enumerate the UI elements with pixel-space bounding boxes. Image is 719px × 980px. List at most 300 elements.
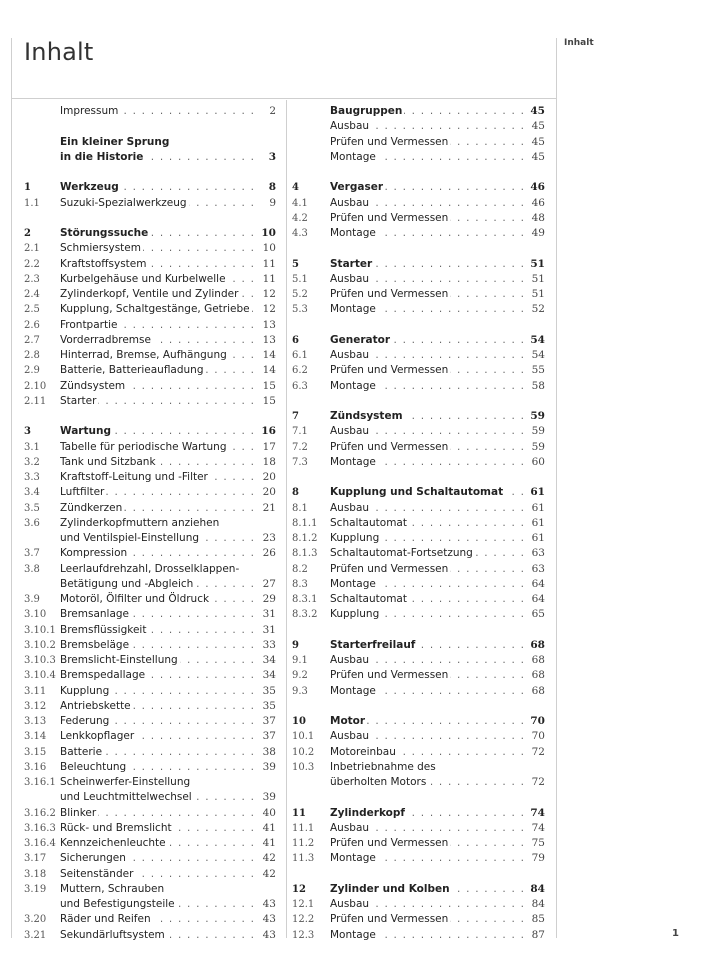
toc-entry[interactable] xyxy=(292,104,545,119)
toc-entry[interactable] xyxy=(24,196,276,211)
toc-entry-page: 38 xyxy=(262,745,276,758)
toc-entry[interactable] xyxy=(292,882,545,897)
toc-entry[interactable] xyxy=(24,668,276,683)
toc-entry-page: 31 xyxy=(262,608,276,621)
title-underline xyxy=(12,98,556,99)
toc-entry[interactable] xyxy=(24,607,276,622)
toc-entry-number: 3.16.3 xyxy=(24,822,56,834)
toc-entry-number: 3.13 xyxy=(24,716,47,727)
toc-entry-number: 4.1 xyxy=(292,197,308,209)
toc-entry-number: 3.3 xyxy=(24,472,40,483)
toc-entry-title: Kupplung und Schaltautomat . . . xyxy=(330,485,523,500)
toc-entry[interactable] xyxy=(24,836,276,851)
toc-entry-page: 61 xyxy=(531,516,545,529)
toc-entry[interactable] xyxy=(292,272,545,287)
toc-entry-number: 2.6 xyxy=(24,319,40,331)
toc-entry-page: 13 xyxy=(262,333,276,346)
toc-entry[interactable] xyxy=(292,424,545,439)
toc-entry-number: 12.1 xyxy=(292,899,315,910)
toc-entry-title: Lenkkopflager . . . xyxy=(60,729,254,744)
toc-entry-title: Blinker . . . xyxy=(60,806,254,821)
toc-entry-title: Zündsystem . . . xyxy=(60,379,254,394)
toc-entry[interactable] xyxy=(292,516,545,531)
toc-entry-title: Motor . . . xyxy=(330,714,523,729)
toc-entry-number: 10.1 xyxy=(292,731,315,743)
toc-entry-number: 10.3 xyxy=(292,761,315,773)
toc-entry-title: Starterfreilauf . . . xyxy=(330,638,523,653)
toc-entry-page: 87 xyxy=(531,928,545,941)
toc-entry-number: 9.3 xyxy=(292,685,308,697)
toc-entry[interactable] xyxy=(292,180,545,195)
toc-entry-title: Zylinderkopf, Ventile und Zylinder . . . xyxy=(60,287,254,302)
toc-entry-title: Montage . . . xyxy=(330,302,523,317)
toc-entry-page: 35 xyxy=(262,684,276,697)
toc-entry-number: 7.1 xyxy=(292,426,308,438)
toc-entry[interactable] xyxy=(24,638,276,653)
toc-entry-title: Montage . . . xyxy=(330,226,523,241)
toc-entry-number: 3.2 xyxy=(24,456,40,468)
toc-entry-number: 10.2 xyxy=(292,746,315,758)
toc-entry-page: 48 xyxy=(531,211,545,224)
toc-entry-number: 10 xyxy=(292,716,306,727)
toc-entry-page: 37 xyxy=(262,730,276,743)
toc-entry[interactable] xyxy=(24,806,276,821)
toc-entry-title: Ausbau . . . xyxy=(330,119,523,134)
toc-entry[interactable] xyxy=(24,516,276,531)
toc-entry-page: 61 xyxy=(531,501,545,514)
toc-entry-title: Vorderradbremse . . . xyxy=(60,333,254,348)
toc-entry-number: 2.2 xyxy=(24,258,40,270)
toc-entry-title: Zylinderkopfmuttern anziehen xyxy=(60,516,220,529)
toc-entry-number: 8.1 xyxy=(292,502,308,514)
toc-entry-number: 8.1.2 xyxy=(292,533,318,544)
toc-entry-title: Batterie . . . xyxy=(60,745,254,760)
toc-entry-page: 12 xyxy=(262,288,276,300)
toc-entry[interactable] xyxy=(292,196,545,211)
toc-entry-page: 43 xyxy=(262,898,276,910)
toc-entry-number: 1 xyxy=(24,182,31,194)
toc-entry-title: Tank und Sitzbank . . . xyxy=(60,455,254,470)
toc-entry-page: 27 xyxy=(262,577,276,590)
toc-entry-number: 2.11 xyxy=(24,395,47,407)
toc-entry-number: 11.3 xyxy=(292,853,315,865)
toc-entry-title: Ausbau . . . xyxy=(330,729,523,744)
toc-entry[interactable] xyxy=(292,760,545,775)
toc-entry[interactable] xyxy=(24,821,276,836)
toc-entry-page: 61 xyxy=(530,486,545,499)
toc-entry[interactable] xyxy=(24,653,276,668)
toc-entry-number: 4 xyxy=(292,182,299,194)
toc-entry-title: Prüfen und Vermessen . . . xyxy=(330,440,523,455)
toc-entry[interactable] xyxy=(292,851,545,866)
toc-entry-number: 3.16.1 xyxy=(24,777,56,788)
toc-entry-number: 11.2 xyxy=(292,838,315,849)
toc-entry-number: 2.4 xyxy=(24,289,40,300)
toc-entry-title: Kupplung . . . xyxy=(330,607,523,622)
left-margin-rule xyxy=(11,38,12,938)
toc-entry-number: 3.16 xyxy=(24,761,47,773)
toc-entry-number: 3.10.3 xyxy=(24,655,56,666)
toc-entry[interactable] xyxy=(292,806,545,821)
toc-entry-number: 2.10 xyxy=(24,380,47,392)
toc-entry-number: 9.1 xyxy=(292,655,308,666)
toc-entry-number: 9.2 xyxy=(292,670,308,682)
toc-entry-title: Wartung . . . xyxy=(60,424,254,439)
toc-entry[interactable] xyxy=(24,851,276,866)
toc-entry-number: 5.2 xyxy=(292,289,308,300)
toc-entry-number: 2.9 xyxy=(24,365,40,377)
toc-entry[interactable] xyxy=(24,928,276,943)
toc-entry-title: Zündkerzen . . . xyxy=(60,501,254,516)
toc-entry-title: Montage . . . xyxy=(330,150,523,165)
toc-entry-page: 3 xyxy=(268,150,276,163)
toc-entry-page: 72 xyxy=(531,745,545,758)
toc-entry[interactable] xyxy=(24,241,276,256)
toc-entry-number: 5 xyxy=(292,258,299,270)
column-divider xyxy=(286,100,287,938)
toc-entry-page: 34 xyxy=(262,654,276,666)
toc-entry[interactable] xyxy=(292,745,545,760)
toc-entry[interactable] xyxy=(292,531,545,546)
toc-entry[interactable] xyxy=(292,440,545,455)
toc-entry[interactable] xyxy=(24,592,276,607)
toc-entry-page: 8 xyxy=(268,181,276,194)
toc-entry[interactable] xyxy=(24,699,276,714)
toc-entry-number: 2.5 xyxy=(24,304,40,316)
toc-entry[interactable] xyxy=(24,729,276,744)
toc-entry-page: 14 xyxy=(262,349,276,361)
toc-entry-page: 58 xyxy=(531,379,545,392)
toc-entry-page: 26 xyxy=(262,547,276,560)
toc-entry-page: 68 xyxy=(531,654,545,666)
toc-entry-title: Kraftstoffsystem . . . xyxy=(60,257,254,272)
toc-entry[interactable] xyxy=(292,302,545,317)
toc-entry-page: 49 xyxy=(531,227,545,239)
toc-entry-page: 72 xyxy=(531,776,545,788)
toc-entry[interactable] xyxy=(292,714,545,729)
toc-entry-title: Montage . . . xyxy=(330,577,523,592)
toc-entry[interactable] xyxy=(292,379,545,394)
toc-entry[interactable] xyxy=(292,592,545,607)
toc-entry-title: Luftfilter . . . xyxy=(60,485,254,500)
toc-entry-number: 11 xyxy=(292,807,306,819)
toc-entry-title: Prüfen und Vermessen . . . xyxy=(330,363,523,378)
toc-entry-title: Impressum . . . xyxy=(60,104,254,119)
toc-entry-title: Räder und Reifen . . . xyxy=(60,912,254,927)
toc-entry-title: Starter . . . xyxy=(60,394,254,409)
toc-entry[interactable] xyxy=(292,668,545,683)
toc-entry-number: 9 xyxy=(292,639,299,651)
toc-entry-title: Ausbau . . . xyxy=(330,348,523,363)
toc-entry-page: 45 xyxy=(531,150,545,163)
toc-entry-title: Bremsbeläge . . . xyxy=(60,638,254,653)
toc-entry-page: 14 xyxy=(262,364,276,377)
toc-entry-number: 2.3 xyxy=(24,273,40,285)
right-margin-rule xyxy=(556,38,557,938)
toc-entry-page: 37 xyxy=(262,715,276,727)
toc-entry[interactable] xyxy=(292,562,545,577)
toc-entry[interactable] xyxy=(292,333,545,348)
toc-entry-title: Ausbau . . . xyxy=(330,272,523,287)
toc-entry-title: Ein kleiner Sprung xyxy=(60,135,170,148)
toc-entry[interactable] xyxy=(24,714,276,729)
toc-entry[interactable] xyxy=(24,287,276,302)
toc-entry-page: 51 xyxy=(530,257,545,270)
toc-entry[interactable] xyxy=(24,318,276,333)
toc-entry-title: Montage . . . xyxy=(330,851,523,866)
toc-entry-title: Batterie, Batterieaufladung . . . xyxy=(60,363,254,378)
toc-entry[interactable] xyxy=(24,546,276,561)
toc-entry-page: 68 xyxy=(531,684,545,697)
toc-entry[interactable] xyxy=(292,775,545,790)
toc-entry-title: Bremsanlage . . . xyxy=(60,607,254,622)
toc-entry-title: Hinterrad, Bremse, Aufhängung . . . xyxy=(60,348,254,363)
toc-entry-page: 15 xyxy=(262,379,276,392)
toc-entry[interactable] xyxy=(24,348,276,363)
toc-entry-title: Prüfen und Vermessen . . . xyxy=(330,135,523,150)
toc-entry-number: 2.1 xyxy=(24,243,40,255)
toc-entry-title: Schaltautomat . . . xyxy=(330,516,523,531)
toc-entry-page: 51 xyxy=(531,288,545,300)
toc-entry-title: Beleuchtung . . . xyxy=(60,760,254,775)
toc-entry-number: 3.12 xyxy=(24,700,47,712)
toc-entry-title: Zylinderkopf . . . xyxy=(330,806,523,821)
toc-entry[interactable] xyxy=(24,867,276,882)
toc-entry-title: Kraftstoff-Leitung und -Filter . . . xyxy=(60,470,254,485)
toc-entry-page: 40 xyxy=(262,806,276,819)
toc-entry[interactable] xyxy=(24,455,276,470)
toc-entry[interactable] xyxy=(24,333,276,348)
toc-entry[interactable] xyxy=(292,455,545,470)
toc-entry-title: Motoröl, Ölfilter und Öldruck . . . xyxy=(60,592,254,607)
toc-entry[interactable] xyxy=(24,912,276,927)
toc-entry-number: 3.9 xyxy=(24,594,40,605)
toc-entry[interactable] xyxy=(292,363,545,378)
toc-entry-number: 8.3.1 xyxy=(292,594,318,605)
toc-entry-number: 3.4 xyxy=(24,487,40,499)
toc-entry[interactable] xyxy=(24,745,276,760)
toc-entry[interactable] xyxy=(24,150,276,165)
toc-entry-page: 13 xyxy=(262,318,276,331)
toc-entry[interactable] xyxy=(24,562,276,577)
toc-entry-page: 79 xyxy=(531,852,545,865)
toc-entry-number: 3.21 xyxy=(24,929,47,941)
toc-entry-number: 1.1 xyxy=(24,197,40,209)
toc-entry-page: 16 xyxy=(261,425,276,438)
toc-entry-title: Ausbau . . . xyxy=(330,501,523,516)
toc-entry-number: 4.3 xyxy=(292,228,308,239)
toc-entry-number: 11.1 xyxy=(292,822,315,834)
toc-entry-page: 29 xyxy=(262,593,276,605)
toc-entry-page: 41 xyxy=(262,837,276,849)
toc-entry[interactable] xyxy=(292,257,545,272)
toc-entry-number: 3.16.2 xyxy=(24,807,56,819)
toc-entry-number: 3.10.1 xyxy=(24,624,56,636)
toc-entry[interactable] xyxy=(292,897,545,912)
toc-entry-number: 3 xyxy=(24,426,31,438)
toc-entry[interactable] xyxy=(24,272,276,287)
toc-entry[interactable] xyxy=(292,409,545,424)
toc-entry-page: 20 xyxy=(262,471,276,483)
toc-entry[interactable] xyxy=(24,882,276,897)
toc-entry-title: Kompression . . . xyxy=(60,546,254,561)
toc-entry-number: 7.2 xyxy=(292,441,308,453)
toc-entry-number: 6.1 xyxy=(292,350,308,361)
toc-entry[interactable] xyxy=(24,226,276,241)
toc-entry[interactable] xyxy=(24,760,276,775)
toc-entry-page: 70 xyxy=(531,730,545,743)
toc-entry-number: 7 xyxy=(292,411,299,422)
toc-entry[interactable] xyxy=(292,912,545,927)
toc-entry-page: 70 xyxy=(530,715,545,727)
toc-entry-page: 35 xyxy=(262,699,276,712)
toc-entry[interactable] xyxy=(292,684,545,699)
toc-entry-title: Muttern, Schrauben xyxy=(60,882,165,895)
toc-entry[interactable] xyxy=(292,729,545,744)
toc-entry-number: 8.3.2 xyxy=(292,609,318,621)
toc-entry[interactable] xyxy=(24,623,276,638)
toc-entry-number: 8.1.3 xyxy=(292,548,318,560)
toc-entry[interactable] xyxy=(24,577,276,592)
toc-entry[interactable] xyxy=(24,440,276,455)
toc-entry[interactable] xyxy=(24,790,276,805)
toc-entry-title: Tabelle für periodische Wartung . . . xyxy=(60,440,254,455)
toc-entry[interactable] xyxy=(24,424,276,439)
toc-entry[interactable] xyxy=(292,135,545,150)
toc-entry[interactable] xyxy=(292,928,545,943)
toc-entry-page: 10 xyxy=(261,227,276,239)
toc-entry-title: Bremsflüssigkeit . . . xyxy=(60,623,254,638)
toc-entry[interactable] xyxy=(292,119,545,134)
toc-entry-title: Kurbelgehäuse und Kurbelwelle . . . xyxy=(60,272,254,287)
toc-entry[interactable] xyxy=(24,135,276,150)
toc-entry-page: 84 xyxy=(531,898,545,910)
toc-entry-page: 84 xyxy=(530,882,545,895)
toc-entry[interactable] xyxy=(292,485,545,500)
toc-entry[interactable] xyxy=(292,546,545,561)
toc-entry-page: 64 xyxy=(531,593,545,605)
toc-entry-title: Antriebskette . . . xyxy=(60,699,254,714)
toc-entry-number: 7.3 xyxy=(292,456,308,468)
toc-entry-title: Ausbau . . . xyxy=(330,424,523,439)
toc-entry-page: 46 xyxy=(530,181,545,194)
toc-entry-page: 43 xyxy=(262,913,276,926)
toc-entry[interactable] xyxy=(292,211,545,226)
toc-entry-page: 63 xyxy=(531,547,545,560)
toc-entry-page: 68 xyxy=(531,669,545,682)
toc-entry-page: 63 xyxy=(531,562,545,575)
toc-entry[interactable] xyxy=(292,638,545,653)
toc-entry-number: 12.3 xyxy=(292,929,315,941)
toc-entry-title: Kupplung, Schaltgestänge, Getriebe . . . xyxy=(60,302,254,317)
toc-entry-title: Kupplung . . . xyxy=(330,531,523,546)
toc-entry-number: 8.2 xyxy=(292,563,308,575)
toc-entry-title: und Leuchtmittelwechsel . . . xyxy=(60,790,254,805)
toc-entry[interactable] xyxy=(24,775,276,790)
toc-entry[interactable] xyxy=(292,821,545,836)
toc-entry[interactable] xyxy=(292,226,545,241)
toc-entry[interactable] xyxy=(292,287,545,302)
toc-entry-page: 74 xyxy=(530,806,545,819)
toc-entry[interactable] xyxy=(24,470,276,485)
toc-entry-page: 11 xyxy=(262,272,276,285)
toc-entry[interactable] xyxy=(292,501,545,516)
toc-entry-number: 2.7 xyxy=(24,334,40,346)
toc-entry[interactable] xyxy=(24,684,276,699)
toc-entry-number: 3.10.4 xyxy=(24,670,56,682)
toc-entry-title: Störungssuche . . . xyxy=(60,226,254,241)
toc-entry-title: Motoreinbau . . . xyxy=(330,745,523,760)
toc-entry[interactable] xyxy=(24,180,276,195)
toc-entry-title: Werkzeug . . . xyxy=(60,180,254,195)
toc-entry-page: 46 xyxy=(531,196,545,209)
toc-entry[interactable] xyxy=(24,363,276,378)
toc-entry-number: 3.10 xyxy=(24,609,47,621)
toc-entry-title: Sekundärluftsystem . . . xyxy=(60,928,254,943)
toc-entry-number: 3.15 xyxy=(24,746,47,758)
toc-entry-page: 59 xyxy=(530,410,545,422)
toc-entry-title: Seitenständer . . . xyxy=(60,867,254,882)
toc-entry-page: 9 xyxy=(269,196,276,209)
toc-entry-number: 2.8 xyxy=(24,350,40,361)
toc-entry[interactable] xyxy=(292,577,545,592)
page-title: Inhalt xyxy=(24,38,94,66)
toc-entry[interactable] xyxy=(24,531,276,546)
toc-entry[interactable] xyxy=(24,485,276,500)
toc-entry-number: 12 xyxy=(292,883,306,895)
toc-entry-number: 3.20 xyxy=(24,914,47,926)
toc-entry-page: 11 xyxy=(262,257,276,270)
toc-entry-page: 17 xyxy=(262,440,276,453)
toc-entry[interactable] xyxy=(292,653,545,668)
toc-entry-number: 6 xyxy=(292,334,299,346)
toc-entry-title: Generator . . . xyxy=(330,333,523,348)
toc-entry-title: Bremslicht-Einstellung . . . xyxy=(60,653,254,668)
toc-entry-title: Frontpartie . . . xyxy=(60,318,254,333)
toc-entry-number: 3.7 xyxy=(24,548,40,560)
toc-entry-page: 39 xyxy=(262,791,276,804)
toc-entry[interactable] xyxy=(292,348,545,363)
toc-entry-page: 61 xyxy=(531,532,545,544)
toc-entry-page: 23 xyxy=(262,532,276,544)
toc-entry-page: 18 xyxy=(262,455,276,468)
toc-entry-number: 8.1.1 xyxy=(292,517,318,529)
toc-entry-title: Bremspedallage . . . xyxy=(60,668,254,683)
toc-entry-page: 45 xyxy=(531,120,545,133)
toc-entry-title: Betätigung und -Abgleich . . . xyxy=(60,577,254,592)
toc-entry-title: überholten Motors . . . xyxy=(330,775,523,790)
toc-entry[interactable] xyxy=(24,379,276,394)
toc-entry-page: 39 xyxy=(262,760,276,773)
toc-entry[interactable] xyxy=(24,104,276,119)
toc-entry-number: 3.11 xyxy=(24,685,47,697)
toc-entry-page: 60 xyxy=(531,455,545,468)
toc-entry[interactable] xyxy=(24,501,276,516)
toc-entry[interactable] xyxy=(292,150,545,165)
toc-entry-number: 3.19 xyxy=(24,883,47,895)
toc-entry-page: 52 xyxy=(531,303,545,316)
toc-entry-number: 5.1 xyxy=(292,273,308,285)
page-number: 1 xyxy=(672,928,679,939)
toc-entry[interactable] xyxy=(24,897,276,912)
toc-entry[interactable] xyxy=(292,836,545,851)
toc-entry-title: Federung . . . xyxy=(60,714,254,729)
toc-entry[interactable] xyxy=(292,607,545,622)
toc-entry[interactable] xyxy=(24,394,276,409)
toc-entry[interactable] xyxy=(24,257,276,272)
toc-entry-page: 54 xyxy=(531,349,545,361)
toc-entry[interactable] xyxy=(24,302,276,317)
